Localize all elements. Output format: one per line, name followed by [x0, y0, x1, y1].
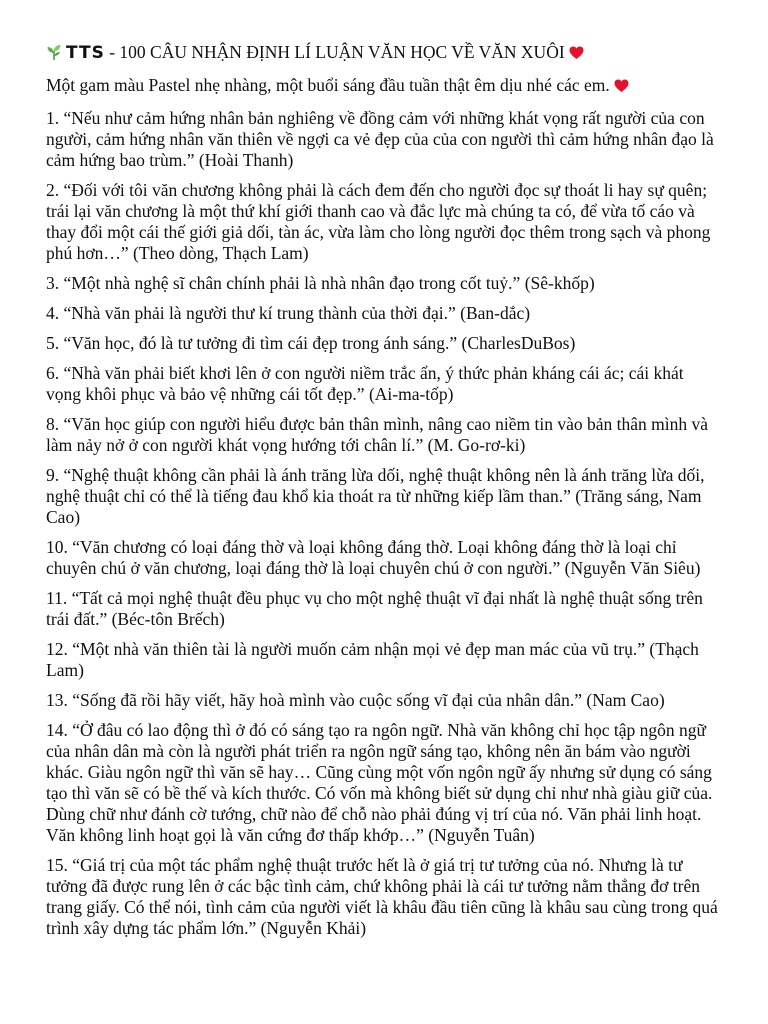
quote-item: 14. “Ở đâu có lao động thì ở đó có sáng tạo ra ngôn ngữ. Nhà văn không chỉ học tập ngôn ngữ của nhân dân mà còn là người phát triển ra ngôn ngữ sáng tạo, không nên ăn bám vào người khác. Giàu ngôn ngữ thì văn sẽ hay… Cũng cùng một vốn ngôn ngữ ấy nhưng sử dụng có sáng tạo thì văn sẽ có bề thế và kích thước. Có vốn mà không biết sử dụng chỉ như nhà giàu giữ của. Dùng chữ như đánh cờ tướng, chữ nào để chỗ nào phải đúng vị trí của nó. Văn phải linh hoạt. Văn không linh hoạt gọi là văn cứng đơ thấp khớp…” (Nguyễn Tuân) — [46, 720, 713, 845]
sprout-icon — [46, 43, 62, 67]
intro-paragraph — [46, 75, 722, 98]
post-title — [46, 40, 722, 67]
title-separator: - — [104, 42, 120, 62]
quote-item: 6. “Nhà văn phải biết khơi lên ở con người niềm trắc ẩn, ý thức phản kháng cái ác; cái khát vọng khôi phục và bảo vệ những cái tốt đẹp.” (Ai-ma-tốp) — [46, 363, 684, 404]
heart-icon — [614, 77, 629, 98]
brand-name: TTS — [66, 43, 105, 63]
quote-item: 12. “Một nhà văn thiên tài là người muốn cảm nhận mọi vẻ đẹp man mác của vũ trụ.” (Thạch Lam) — [46, 639, 699, 680]
quote-item: 9. “Nghệ thuật không cần phải là ánh trăng lừa dối, nghệ thuật không nên là ánh trăng lừa dối, nghệ thuật chỉ có thể là tiếng đau khổ kia thoát ra từ những kiếp lầm than.” (Trăng sáng, Nam Cao) — [46, 465, 705, 527]
quote-item: 1. “Nếu như cảm hứng nhân bản nghiêng về đồng cảm với những khát vọng rất người của con người, cảm hứng nhân văn thiên về ngợi ca vẻ đẹp của của con người thì cảm hứng nhân đạo là cảm hứng bao trùm.” (Hoài Thanh) — [46, 108, 714, 170]
quote-item: 10. “Văn chương có loại đáng thờ và loại không đáng thờ. Loại không đáng thờ là loại chỉ chuyên chú ở văn chương, loại đáng thờ là loại chuyên chú ở con người.” (Nguyễn Văn Siêu) — [46, 537, 701, 578]
quote-item: 15. “Giá trị của một tác phẩm nghệ thuật trước hết là ở giá trị tư tưởng của nó. Nhưng là tư tưởng đã được rung lên ở các bậc tình cảm, chứ không phải là cái tư tưởng nằm thẳng đơ trên trang giấy. Có thể nói, tình cảm của người viết là khâu đầu tiên cũng là khâu sau cùng trong quá trình xây dựng tác phẩm lớn.” (Nguyễn Khải) — [46, 855, 718, 938]
quote-item: 5. “Văn học, đó là tư tưởng đi tìm cái đẹp trong ánh sáng.” (CharlesDuBos) — [46, 333, 576, 353]
intro-text: Một gam màu Pastel nhẹ nhàng, một buổi sáng đầu tuần thật êm dịu nhé các em. — [46, 75, 610, 95]
quote-item: 13. “Sống đã rồi hãy viết, hãy hoà mình vào cuộc sống vĩ đại của nhân dân.” (Nam Cao) — [46, 690, 665, 710]
quote-item: 8. “Văn học giúp con người hiểu được bản thân mình, nâng cao niềm tin vào bản thân mình và làm nảy nở ở con người khát vọng hướng tới chân lí.” (M. Go-rơ-ki) — [46, 414, 708, 455]
quote-item: 11. “Tất cả mọi nghệ thuật đều phục vụ cho một nghệ thuật vĩ đại nhất là nghệ thuật sống trên trái đất.” (Béc-tôn Brếch) — [46, 588, 703, 629]
quote-item: 4. “Nhà văn phải là người thư kí trung thành của thời đại.” (Ban-dắc) — [46, 303, 531, 323]
heart-icon — [569, 42, 584, 66]
title-text: 100 CÂU NHẬN ĐỊNH LÍ LUẬN VĂN HỌC VỀ VĂN XUÔI — [119, 42, 565, 62]
quote-item: 3. “Một nhà nghệ sĩ chân chính phải là nhà nhân đạo trong cốt tuỷ.” (Sê-khốp) — [46, 273, 595, 293]
quote-item: 2. “Đối với tôi văn chương không phải là cách đem đến cho người đọc sự thoát li hay sự quên; trái lại văn chương là một thứ khí giới thanh cao và đắc lực mà chúng ta có, để vừa tố cáo và thay đổi một cái thế giới giả dối, tàn ác, vừa làm cho lòng người đọc thêm trong sạch và phong phú hơn…” (Theo dòng, Thạch Lam) — [46, 180, 711, 263]
